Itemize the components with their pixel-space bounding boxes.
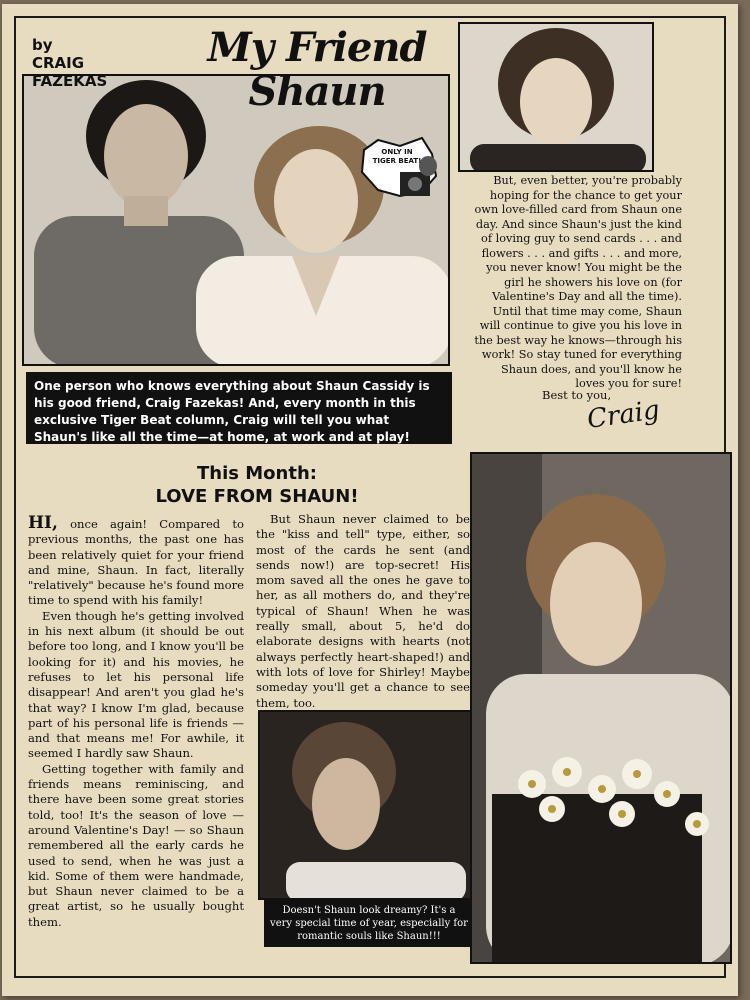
column-2-paragraph-1: But Shaun never claimed to be the "kiss and tell" type, either, so most of the cards he sent (and sends now!) are top-secret! His mom saved all the ones he gave to her, as all mothers do, and they're typical of Shaun! When he was really small, about 5, he'd do elaborate designs with hearts (not always perfectly heart-shaped!) and with lots of love for Shirley! Maybe someday you'll get a chance to see them, too. — [256, 512, 470, 710]
article-column-1 — [28, 513, 244, 930]
article-column-2 — [256, 512, 470, 711]
column-1-paragraph-1 — [28, 513, 244, 609]
photo-shaun-portrait — [458, 22, 654, 172]
signature: Craig — [585, 395, 662, 435]
signoff: Best to you, — [542, 388, 612, 402]
photo-caption: Doesn't Shaun look dreamy? It's a very special time of year, especially for romantic souls like Shaun!!! — [264, 900, 474, 947]
byline-last-name: FAZEKAS — [32, 72, 108, 90]
photo-illustration — [24, 76, 450, 366]
column-1-paragraph-3: Getting together with family and friends means reminiscing, and there have been some great stories told, too! It's the season of love — around Valentine's Day! — so Shaun remembered all the early cards he used to send, when he was just a kid. Some of them were handmade, but Shaun never claimed to be a great artist, so he usually bought them. — [28, 761, 244, 929]
photo-illustration-4 — [472, 454, 732, 964]
side-column-text — [472, 174, 682, 392]
section-kicker: This Month: — [197, 463, 317, 484]
byline — [32, 36, 107, 90]
photo-shaun-with-flowers — [470, 452, 732, 964]
column-1-text-1: once again! Compared to previous months, the past one has been relatively quiet for your friend and mine, Shaun. In fact, literally "relatively" because he's found more time to spend with his family! — [28, 517, 244, 608]
section-heading — [62, 462, 452, 508]
photo-shaun-dreamy — [258, 710, 476, 900]
photo-illustration-3 — [260, 712, 476, 900]
intro-caption: One person who knows everything about Shaun Cassidy is his good friend, Craig Fazekas! And, every month in this exclusive Tiger Beat column, Craig will tell you what Shaun's like all the time—at home, at work and at play! — [26, 372, 452, 444]
title-line-2: Shaun — [248, 68, 386, 115]
tiger-beat-badge — [360, 136, 440, 216]
title-line-1: My Friend — [207, 24, 427, 71]
drop-cap: HI, — [28, 513, 58, 533]
photo-illustration-2 — [460, 24, 654, 172]
badge-line-2: TIGER BEAT! — [372, 157, 422, 165]
section-title: LOVE FROM SHAUN! — [155, 486, 359, 507]
side-paragraph-2: Until that time may come, Shaun will continue to give you his love in the best way he knows—through his work! So stay tuned for everything Shaun does, and you'll know he loves you for sure! — [474, 304, 682, 390]
column-1-paragraph-2: Even though he's getting involved in his next album (it should be out before too long, and I know you'll be looking for it) and his movies, he refuses to let his personal life disappear! And aren't you glad he's that way? I know I'm glad, because part of his personal life is friends — and that means me! For awhile, it seemed I hardly saw Shaun. — [28, 608, 244, 761]
byline-by: by — [32, 36, 53, 54]
article-title — [172, 26, 462, 114]
byline-first-name: CRAIG — [32, 54, 85, 72]
side-paragraph-1: But, even better, you're probably hoping for the chance to get your own love-filled card from Shaun one day. And since Shaun's just the kind of loving guy to send cards . . . and flowers . . . and gifts . . . and more, you never know! You might be the girl he showers his love on (for Valentine's Day and all the time). — [474, 174, 682, 303]
magazine-page — [2, 4, 738, 996]
photo-shaun-and-craig — [22, 74, 450, 366]
badge-line-1: ONLY IN — [381, 148, 413, 156]
